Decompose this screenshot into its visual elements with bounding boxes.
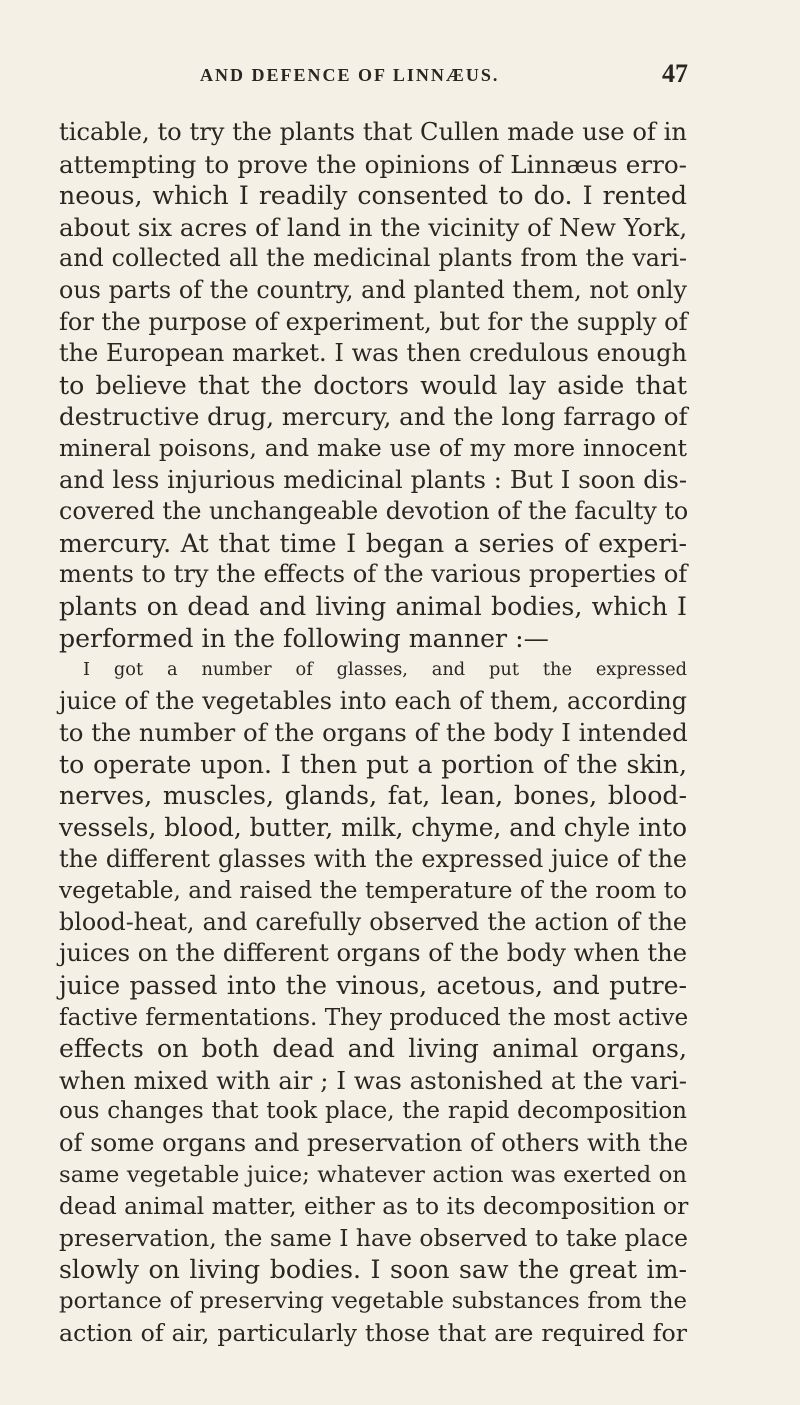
text-line: destructive drug, mercury, and the long farrago of <box>59 402 688 432</box>
running-title: AND DEFENCE OF LINNÆUS. <box>200 65 500 85</box>
text-line: to operate upon. I then put a portion of the skin, <box>59 749 687 779</box>
text-line: action of air, particularly those that are required for <box>59 1318 687 1347</box>
text-line: plants on dead and living animal bodies, which I <box>59 591 687 621</box>
text-line: slowly on living bodies. I soon saw the great im- <box>59 1255 687 1285</box>
text-line: effects on both dead and living animal organs, <box>59 1034 687 1064</box>
text-line: ous changes that took place, the rapid decomposition <box>59 1098 687 1125</box>
text-line: ous parts of the country, and planted them, not only <box>59 275 687 304</box>
text-line: juice passed into the vinous, acetous, and putre- <box>59 971 687 1001</box>
text-line: ments to try the effects of the various properties of <box>59 560 688 589</box>
text-line: nerves, muscles, glands, fat, lean, bones, blood- <box>59 781 687 811</box>
text-line: preservation, the same I have observed to take place <box>59 1223 689 1252</box>
text-line: and less injurious medicinal plants : But I soon dis- <box>59 465 687 494</box>
text-line: blood-heat, and carefully observed the action of the <box>59 907 687 936</box>
text-line: the European market. I was then credulous enough <box>59 339 687 368</box>
text-line: for the purpose of experiment, but for the supply of <box>59 307 688 336</box>
text-line: covered the unchangeable devotion of the faculty to <box>59 497 689 526</box>
text-line: vegetable, and raised the temperature of the room to <box>59 877 687 905</box>
text-line: performed in the following manner :— <box>59 623 549 653</box>
text-line: of some organs and preservation of others with the <box>59 1129 689 1157</box>
text-line: dead animal matter, either as to its decomposition or <box>59 1192 689 1221</box>
text-line: same vegetable juice; whatever action was exerted on <box>59 1161 687 1188</box>
text-line: about six acres of land in the vicinity of New York, <box>59 212 688 242</box>
text-line: portance of preserving vegetable substances from the <box>59 1287 687 1314</box>
body-text <box>59 117 687 1349</box>
text-line: to believe that the doctors would lay aside that <box>59 370 687 400</box>
running-head <box>0 55 800 95</box>
text-line: ticable, to try the plants that Cullen made use of in <box>59 118 687 146</box>
text-line: neous, which I readily consented to do. I rented <box>59 181 687 211</box>
text-line: mercury. At that time I began a series of experi- <box>59 528 687 558</box>
text-line: the different glasses with the expressed juice of the <box>59 844 687 873</box>
text-line: I got a number of glasses, and put the expressed <box>83 659 687 681</box>
text-line: attempting to prove the opinions of Linnæus erro- <box>59 149 687 179</box>
text-line: mineral poisons, and make use of my more innocent <box>59 433 687 462</box>
text-line: juices on the different organs of the body when the <box>59 939 688 968</box>
text-line: to the number of the organs of the body I intended <box>59 718 688 748</box>
text-line: when mixed with air ; I was astonished at the vari- <box>59 1065 687 1095</box>
text-line: vessels, blood, butter, milk, chyme, and chyle into <box>59 813 687 843</box>
text-line: factive fermentations. They produced the most active <box>59 1003 689 1031</box>
text-line: and collected all the medicinal plants from the vari- <box>59 244 687 273</box>
text-line: juice of the vegetables into each of them, according <box>59 686 687 715</box>
page-number: 47 <box>662 59 688 88</box>
